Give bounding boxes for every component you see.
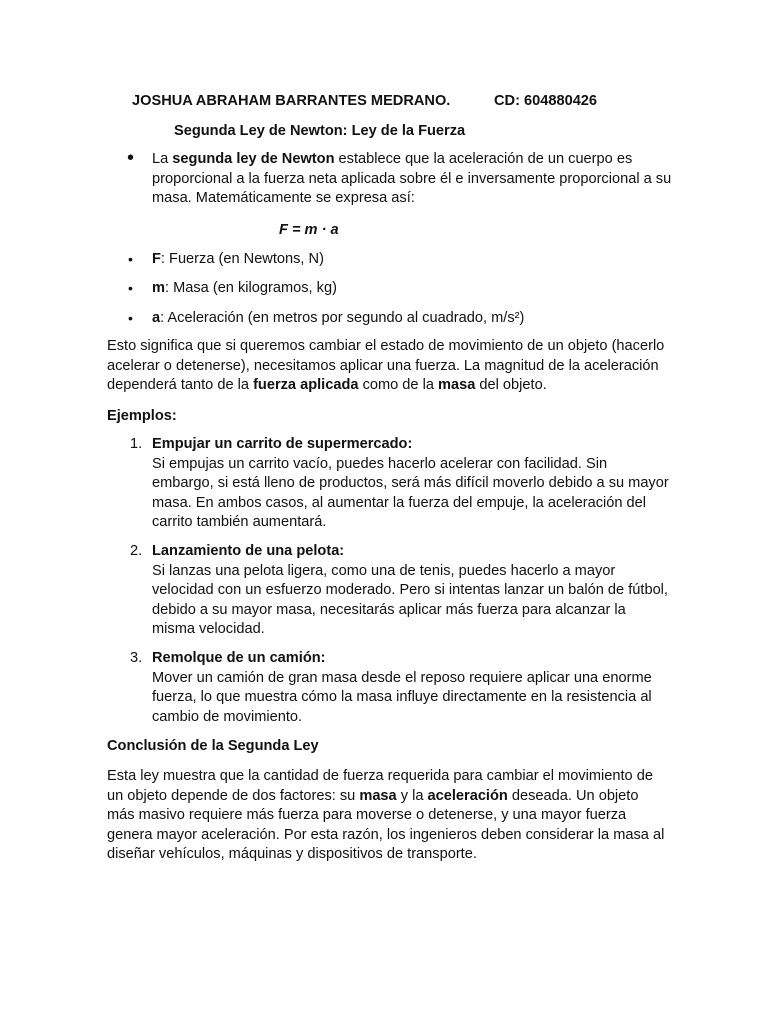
variable-bullet: • [128,251,133,267]
conclusion-bold-1: masa [359,787,397,804]
conclusion-heading: Conclusión de la Segunda Ley [107,738,319,754]
meaning-paragraph [107,337,667,396]
example-number: 2. [130,543,143,559]
meaning-text-1: Esto significa que si queremos cambiar el estado de movimiento de un objeto (hacerlo acelerar o detenerse), necesitamos aplicar una fuerza. La magnitud de la aceleración dependerá tanto de la [107,338,665,394]
author-id: CD: 604880426 [494,93,598,109]
intro-bold-1: segunda ley de Newton [172,151,335,167]
conclusion-paragraph [107,767,667,865]
variable-desc: : Aceleración (en metros por segundo al cuadrado, m/s²) [160,310,525,326]
meaning-bold-2: masa [438,377,476,394]
variable-item-m [152,278,337,298]
conclusion-bold-2: aceleración [427,787,508,804]
variable-item-a [152,308,524,328]
example-item [152,649,672,727]
document-title: Segunda Ley de Newton: Ley de la Fuerza [174,123,466,139]
intro-bullet: • [127,147,135,169]
example-number: 1. [130,436,143,452]
formula: F = m · a [279,222,339,238]
meaning-bold-1: fuerza aplicada [253,377,359,394]
example-title: Remolque de un camión: [152,650,326,666]
author-name: JOSHUA ABRAHAM BARRANTES MEDRANO. [132,93,451,109]
meaning-text-3: del objeto. [475,377,547,394]
intro-text-2: establece que la aceleración de un cuerpo es proporcional a la fuerza neta aplicada sobre él e inversamente proporcional a su masa. Matemáticamente se expresa así: [152,151,672,207]
intro-paragraph [152,150,672,209]
conclusion-text-2: y la [396,787,428,804]
example-title: Lanzamiento de una pelota: [152,543,345,559]
variable-bullet: • [128,310,133,326]
example-body: Mover un camión de gran masa desde el reposo requiere aplicar una enorme fuerza, lo que muestra cómo la masa influye directamente en la resistencia al cambio de movimiento. [152,669,652,725]
variable-bullet: • [128,280,133,296]
conclusion-text-1: Esta ley muestra que la cantidad de fuerza requerida para cambiar el movimiento de un objeto depende de dos factores: su [107,768,653,804]
example-number: 3. [130,650,143,666]
variable-symbol: F [152,251,161,267]
example-title: Empujar un carrito de supermercado: [152,436,413,452]
examples-heading: Ejemplos: [107,408,177,424]
example-body: Si empujas un carrito vacío, puedes hacerlo acelerar con facilidad. Sin embargo, si está lleno de productos, será más difícil moverlo debido a su mayor masa. En ambos casos, al aumentar la fuerza del empuje, la aceleración del carrito también aumentará. [152,455,669,531]
example-item [152,542,672,640]
example-item [152,435,672,533]
conclusion-text-3: deseada. Un objeto más masivo requiere más fuerza para moverse o detenerse, y una mayor fuerza genera mayor aceleración. Por esta razón, los ingenieros deben considerar la masa al diseñar vehículos, máquinas y dispositivos de transporte. [107,787,665,863]
variable-desc: : Fuerza (en Newtons, N) [160,251,324,267]
meaning-text-2: como de la [358,377,439,394]
example-body: Si lanzas una pelota ligera, como una de tenis, puedes hacerlo a mayor velocidad con un esfuerzo moderado. Pero si intentas lanzar un balón de fútbol, debido a su mayor masa, necesitarás aplicar más fuerza para alcanzar la misma velocidad. [152,562,668,638]
variable-symbol: a [152,310,161,326]
variable-desc: : Masa (en kilogramos, kg) [164,280,337,296]
intro-text-1: La [152,151,173,167]
document-header [132,91,598,111]
variable-symbol: m [152,280,165,296]
variable-item-f [152,249,324,269]
